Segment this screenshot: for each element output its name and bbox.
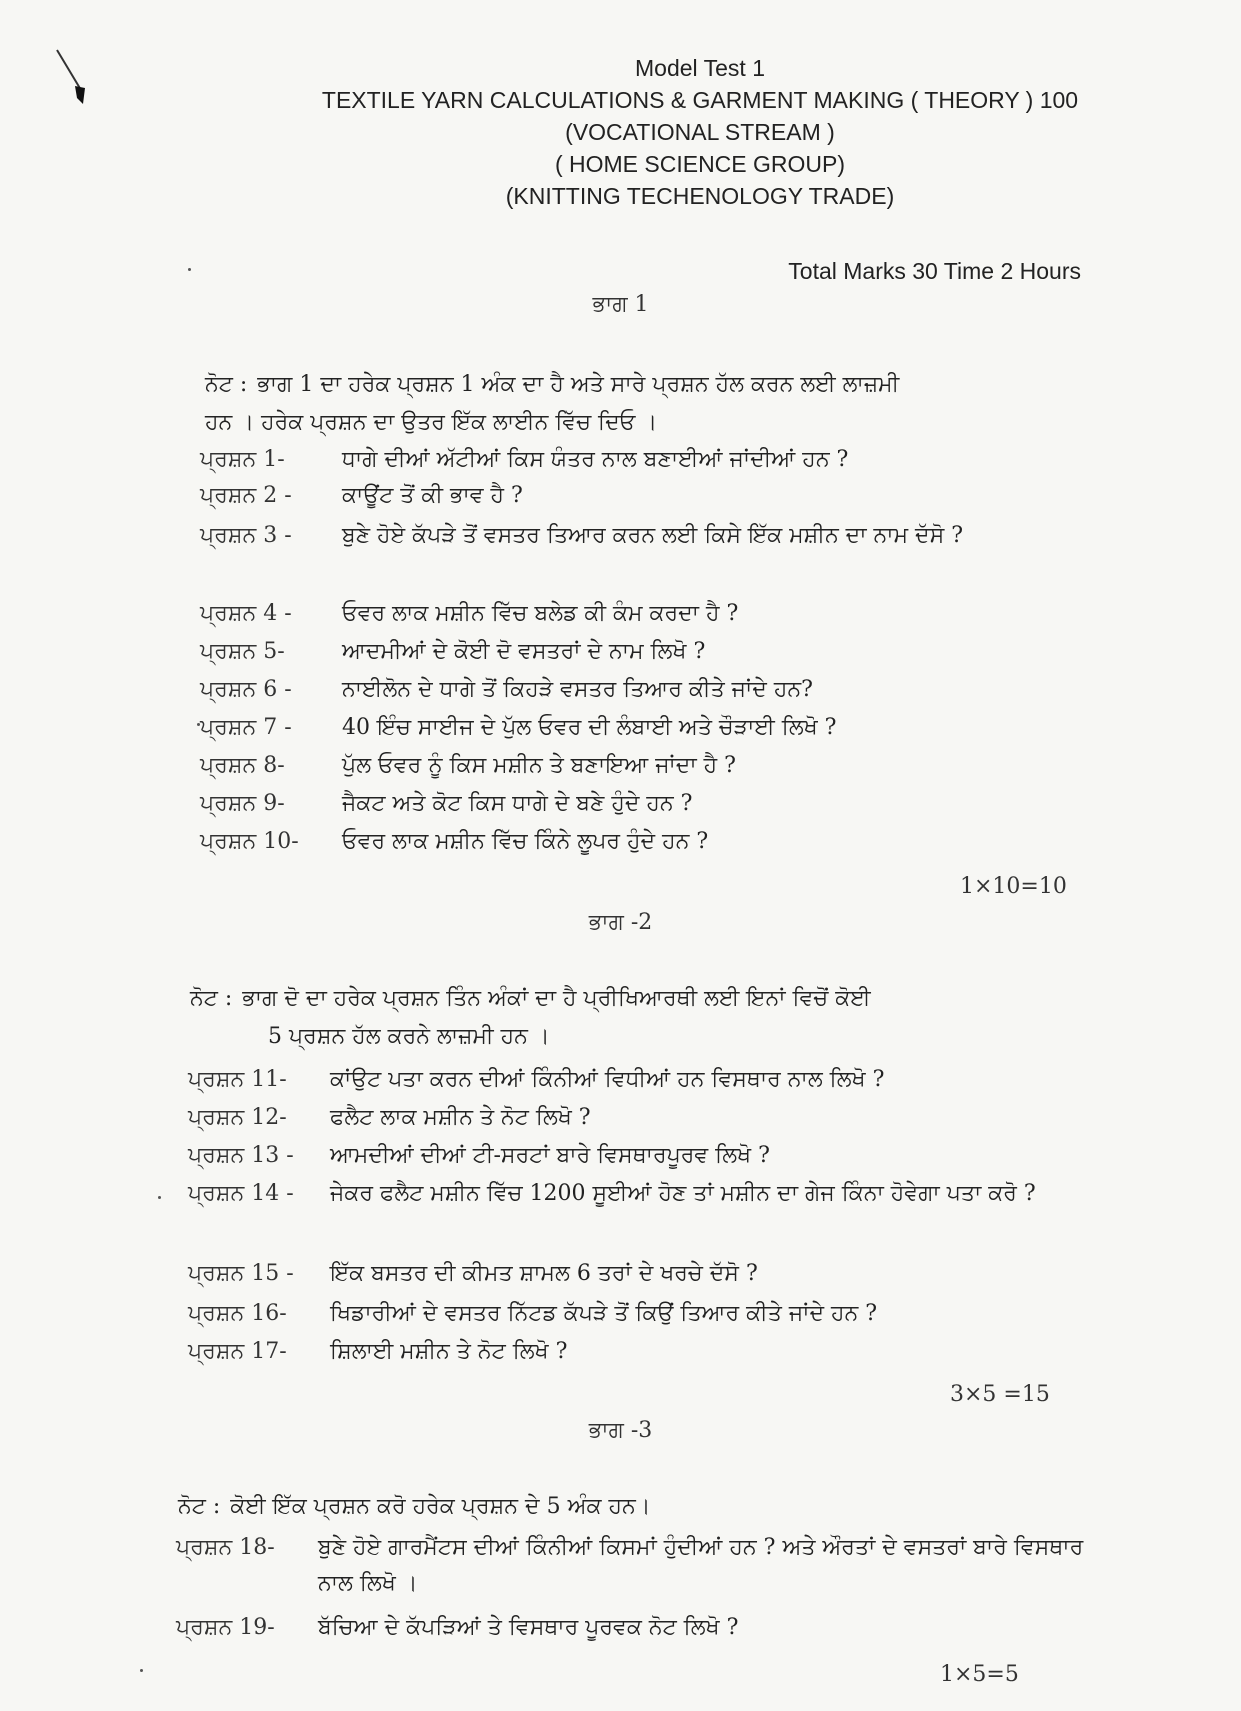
- question-number: ਪ੍ਰਸ਼ਨ 17-: [188, 1339, 287, 1364]
- question-text: ਜੇਕਰ ਫਲੈਟ ਮਸ਼ੀਨ ਵਿੱਚ 1200 ਸੂਈਆਂ ਹੋਣ ਤਾਂ ਮਸ਼ੀਨ ਦਾ ਗੇਜ ਕਿੰਨਾ ਹੋਵੇਗਾ ਪਤਾ ਕਰੋ ?: [330, 1181, 1036, 1206]
- question-number: ਪ੍ਰਸ਼ਨ 7 -: [200, 715, 292, 740]
- question-number: ਪ੍ਰਸ਼ਨ 6 -: [200, 677, 292, 702]
- note-label: ਨੋਟ :: [190, 986, 233, 1011]
- question-6: [200, 672, 1060, 708]
- note-text: ਹਨ । ਹਰੇਕ ਪ੍ਰਸ਼ਨ ਦਾ ਉਤਰ ਇੱਕ ਲਾਈਨ ਵਿੱਚ ਦਿਓ ।: [205, 410, 658, 435]
- question-text: ਬੱਚਿਆ ਦੇ ਕੱਪੜਿਆਂ ਤੇ ਵਿਸਥਾਰ ਪੂਰਵਕ ਨੋਟ ਲਿਖੋ ?: [318, 1615, 739, 1640]
- question-number: ਪ੍ਰਸ਼ਨ 16-: [188, 1301, 287, 1326]
- question-number: ਪ੍ਰਸ਼ਨ 14 -: [188, 1181, 294, 1206]
- question-text: ਓਵਰ ਲਾਕ ਮਸ਼ੀਨ ਵਿੱਚ ਕਿੰਨੇ ਲੂਪਰ ਹੁੰਦੇ ਹਨ ?: [342, 829, 709, 854]
- model-test-title: Model Test 1: [635, 55, 765, 81]
- speck: [197, 723, 200, 726]
- part1-score: 1×10=10: [960, 874, 1067, 899]
- speck: [158, 1196, 161, 1199]
- question-19: [176, 1610, 1096, 1646]
- question-text: ਫਲੈਟ ਲਾਕ ਮਸ਼ੀਨ ਤੇ ਨੋਟ ਲਿਖੋ ?: [330, 1105, 591, 1130]
- exam-header: [290, 52, 1110, 212]
- note-text: ਭਾਗ 1 ਦਾ ਹਰੇਕ ਪ੍ਰਸ਼ਨ 1 ਅੰਕ ਦਾ ਹੈ ਅਤੇ ਸਾਰੇ ਪ੍ਰਸ਼ਨ ਹੱਲ ਕਰਨ ਲਈ ਲਾਜ਼ਮੀ: [257, 372, 900, 397]
- question-17: [188, 1334, 1088, 1370]
- subject-title: TEXTILE YARN CALCULATIONS & GARMENT MAKING ( THEORY ) 100: [321, 87, 1079, 113]
- question-text: ਆਮਦੀਆਂ ਦੀਆਂ ਟੀ-ਸਰਟਾਂ ਬਾਰੇ ਵਿਸਥਾਰਪੂਰਵ ਲਿਖੋ ?: [330, 1143, 770, 1168]
- question-4: [200, 596, 1060, 632]
- question-12: [188, 1100, 1088, 1136]
- question-number: ਪ੍ਰਸ਼ਨ 12-: [188, 1105, 287, 1130]
- question-10: [200, 824, 1060, 860]
- note-text: ਕੋਈ ਇੱਕ ਪ੍ਰਸ਼ਨ ਕਰੋ ਹਰੇਕ ਪ੍ਰਸ਼ਨ ਦੇ 5 ਅੰਕ ਹਨ।: [230, 1494, 651, 1519]
- total-marks: Total Marks 30 Time 2 Hours: [788, 258, 1081, 284]
- trade-title: (KNITTING TECHENOLOGY TRADE): [505, 183, 895, 209]
- question-text: ਪੁੱਲ ਓਵਰ ਨੂੰ ਕਿਸ ਮਸ਼ੀਨ ਤੇ ਬਣਾਇਆ ਜਾਂਦਾ ਹੈ ?: [342, 753, 736, 778]
- note-text: ਭਾਗ ਦੋ ਦਾ ਹਰੇਕ ਪ੍ਰਸ਼ਨ ਤਿੰਨ ਅੰਕਾਂ ਦਾ ਹੈ ਪ੍ਰੀਖਿਆਰਥੀ ਲਈ ਇਨਾਂ ਵਿਚੋਂ ਕੋਈ: [242, 986, 871, 1011]
- question-text: ਸ਼ਿਲਾਈ ਮਸ਼ੀਨ ਤੇ ਨੋਟ ਲਿਖੋ ?: [330, 1339, 568, 1364]
- part1-note: [205, 366, 1105, 442]
- question-text: ਧਾਗੇ ਦੀਆਂ ਅੱਟੀਆਂ ਕਿਸ ਯੰਤਰ ਨਾਲ ਬਣਾਈਆਂ ਜਾਂਦੀਆਂ ਹਨ ?: [342, 447, 849, 472]
- part2-note: [190, 980, 1110, 1056]
- note-label: ਨੋਟ :: [178, 1494, 221, 1519]
- question-5: [200, 634, 1060, 670]
- question-text: ਕਾਂਉਟ ਪਤਾ ਕਰਨ ਦੀਆਂ ਕਿੰਨੀਆਂ ਵਿਧੀਆਂ ਹਨ ਵਿਸਥਾਰ ਨਾਲ ਲਿਖੋ ?: [330, 1067, 885, 1092]
- part1-title: ਭਾਗ 1: [592, 292, 649, 317]
- question-text: ਨਾਈਲੋਨ ਦੇ ਧਾਗੇ ਤੋਂ ਕਿਹੜੇ ਵਸਤਰ ਤਿਆਰ ਕੀਤੇ ਜਾਂਦੇ ਹਨ?: [342, 677, 813, 702]
- speck: [140, 1669, 143, 1672]
- question-16: [188, 1296, 1088, 1332]
- question-text: ਇੱਕ ਬਸਤਰ ਦੀ ਕੀਮਤ ਸ਼ਾਮਲ 6 ਤਰਾਂ ਦੇ ਖਰਚੇ ਦੱਸੋ ?: [330, 1261, 758, 1286]
- question-text: ਜੈਕਟ ਅਤੇ ਕੋਟ ਕਿਸ ਧਾਗੇ ਦੇ ਬਣੇ ਹੁੰਦੇ ਹਨ ?: [342, 791, 693, 816]
- part3-title: ਭਾਗ -3: [588, 1418, 653, 1443]
- question-18: [176, 1530, 1096, 1602]
- question-text: ਆਦਮੀਆਂ ਦੇ ਕੋਈ ਦੋ ਵਸਤਰਾਂ ਦੇ ਨਾਮ ਲਿਖੋ ?: [342, 639, 706, 664]
- question-14: [188, 1176, 1088, 1212]
- stream-title: (VOCATIONAL STREAM ): [565, 119, 835, 145]
- question-7: [200, 710, 1060, 746]
- part3-note: [178, 1488, 1098, 1526]
- question-text: ਬੁਣੇ ਹੋਏ ਗਾਰਮੈਂਟਸ ਦੀਆਂ ਕਿੰਨੀਆਂ ਕਿਸਮਾਂ ਹੁੰਦੀਆਂ ਹਨ ? ਅਤੇ ਔਰਤਾਂ ਦੇ ਵਸਤਰਾਂ ਬਾਰੇ ਵਿਸਥਾਰ ਨਾਲ ਲਿਖੋ ।: [318, 1535, 1084, 1596]
- question-number: ਪ੍ਰਸ਼ਨ 9-: [200, 791, 285, 816]
- question-text: ਖਿਡਾਰੀਆਂ ਦੇ ਵਸਤਰ ਨਿੱਟਡ ਕੱਪੜੇ ਤੋਂ ਕਿਉਂ ਤਿਆਰ ਕੀਤੇ ਜਾਂਦੇ ਹਨ ?: [330, 1301, 878, 1326]
- part2-title: ਭਾਗ -2: [588, 910, 653, 935]
- question-number: ਪ੍ਰਸ਼ਨ 15 -: [188, 1261, 294, 1286]
- note-text: 5 ਪ੍ਰਸ਼ਨ ਹੱਲ ਕਰਨੇ ਲਾਜ਼ਮੀ ਹਨ ।: [268, 1024, 550, 1049]
- question-number: ਪ੍ਰਸ਼ਨ 13 -: [188, 1143, 294, 1168]
- question-number: ਪ੍ਰਸ਼ਨ 2 -: [200, 483, 292, 508]
- question-text: 40 ਇੰਚ ਸਾਈਜ ਦੇ ਪੁੱਲ ਓਵਰ ਦੀ ਲੰਬਾਈ ਅਤੇ ਚੌੜਾਈ ਲਿਖੋ ?: [342, 715, 837, 740]
- question-number: ਪ੍ਰਸ਼ਨ 8-: [200, 753, 285, 778]
- question-number: ਪ੍ਰਸ਼ਨ 4 -: [200, 601, 292, 626]
- question-number: ਪ੍ਰਸ਼ਨ 1-: [200, 447, 285, 472]
- question-text: ਬੁਣੇ ਹੋਏ ਕੱਪੜੇ ਤੋਂ ਵਸਤਰ ਤਿਆਰ ਕਰਨ ਲਈ ਕਿਸੇ ਇੱਕ ਮਸ਼ੀਨ ਦਾ ਨਾਮ ਦੱਸੋ ?: [342, 523, 964, 548]
- question-number: ਪ੍ਰਸ਼ਨ 11-: [188, 1067, 287, 1092]
- question-2: [200, 478, 1060, 514]
- question-number: ਪ੍ਰਸ਼ਨ 3 -: [200, 523, 292, 548]
- question-number: ਪ੍ਰਸ਼ਨ 18-: [176, 1535, 275, 1560]
- note-label: ਨੋਟ :: [205, 372, 248, 397]
- question-text: ਓਵਰ ਲਾਕ ਮਸ਼ੀਨ ਵਿੱਚ ਬਲੇਡ ਕੀ ਕੰਮ ਕਰਦਾ ਹੈ ?: [342, 601, 739, 626]
- question-number: ਪ੍ਰਸ਼ਨ 19-: [176, 1615, 275, 1640]
- part3-score: 1×5=5: [940, 1662, 1019, 1687]
- question-15: [188, 1256, 1088, 1292]
- speck: [188, 268, 191, 271]
- question-text: ਕਾਊਂਟ ਤੋਂ ਕੀ ਭਾਵ ਹੈ ?: [342, 483, 523, 508]
- question-9: [200, 786, 1060, 822]
- question-11: [188, 1062, 1088, 1098]
- question-number: ਪ੍ਰਸ਼ਨ 10-: [200, 829, 299, 854]
- pen-mark: [55, 48, 95, 118]
- question-13: [188, 1138, 1088, 1174]
- question-number: ਪ੍ਰਸ਼ਨ 5-: [200, 639, 285, 664]
- question-3: [200, 518, 1070, 554]
- group-title: ( HOME SCIENCE GROUP): [554, 151, 846, 177]
- question-1: [200, 442, 1060, 478]
- question-8: [200, 748, 1060, 784]
- part2-score: 3×5 =15: [950, 1382, 1050, 1407]
